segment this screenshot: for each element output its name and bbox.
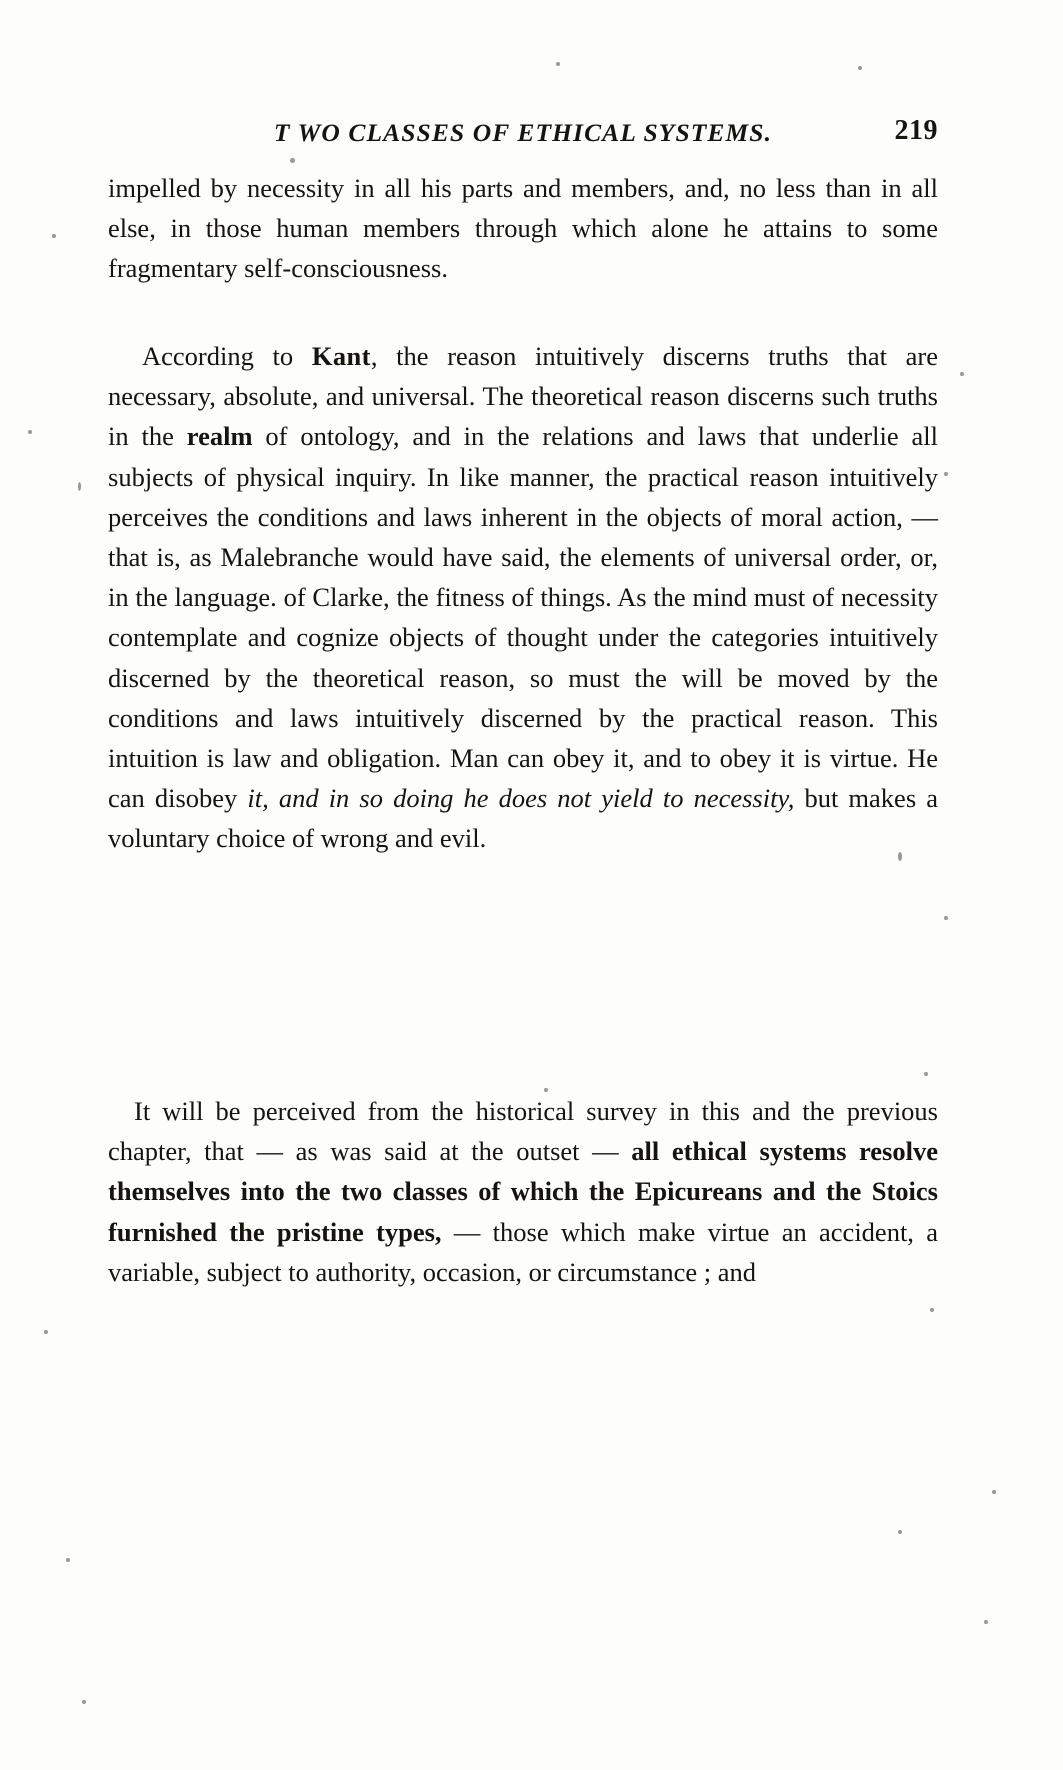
scan-speck <box>898 852 902 861</box>
paragraph-3-part-a: It will be perceived from the historical survey in this and the previous chapter, that — as was said at the outset — <box>108 1096 938 1167</box>
paragraph-block-one <box>108 168 938 289</box>
paragraph-2-part-a: According to <box>142 341 312 371</box>
scan-speck <box>944 472 948 476</box>
scan-speck <box>992 1490 996 1494</box>
paragraph-3 <box>108 1091 938 1292</box>
running-head-title: T WO CLASSES OF ETHICAL SYSTEMS. <box>273 118 773 147</box>
scan-speck <box>858 66 862 70</box>
emphasis-realm: realm <box>186 421 253 452</box>
scan-speck <box>78 482 81 491</box>
paragraph-3-part-b: — those which make virtue an accident, a variable, subject to authority, occasion, or circumstance ; and <box>108 1216 938 1287</box>
scan-speck <box>984 1620 988 1624</box>
scan-speck <box>44 1330 48 1334</box>
page-text-column <box>108 0 938 1770</box>
scan-speck <box>960 372 964 376</box>
scan-speck <box>898 1530 902 1534</box>
scan-speck <box>290 158 295 163</box>
running-head <box>108 115 938 148</box>
proper-name-kant: Kant <box>311 341 371 371</box>
paragraph-2-part-c: of ontology, and in the relations and laws that underlie all subjects of physical inquiry. In like manner, the practical reason intuitively perceives the conditions and laws inherent in the objects of moral action, — that is, as Malebranche would have said, the elements of universal order, or, in the language. of Clarke, the fitness of things. As the mind must of necessity contemplate and cognize objects of thought under the categories intuitively discerned by the theoretical reason, so must the will be moved by the conditions and laws intuitively discerned by the practical reason. This intuition is law and obligation. Man can obey it, and to obey it is virtue. He can disobey <box>108 421 938 814</box>
paragraph-block-two <box>108 336 938 859</box>
scan-speck <box>82 1700 86 1704</box>
paragraph-2-italic-clause: it, and in so doing he does not yield to necessity, <box>247 783 795 814</box>
scan-speck <box>52 234 56 238</box>
scan-speck <box>556 62 560 66</box>
scan-speck <box>66 1558 70 1562</box>
page-number: 219 <box>894 115 938 146</box>
paragraph-1: impelled by necessity in all his parts and members, and, no less than in all else, in those human members through which alone he attains to some fragmentary self-consciousness. <box>108 173 938 284</box>
paragraph-2 <box>108 336 938 859</box>
paragraph-block-three <box>108 1091 938 1292</box>
scan-speck <box>924 1072 928 1076</box>
paragraph-2-part-b: , the reason intuitively discerns truths that are necessary, absolute, and universal. The theoretical reason discerns such truths in the <box>108 341 938 452</box>
scan-speck <box>930 1308 934 1312</box>
paragraph-2-part-d: but makes a voluntary choice of wrong and evil. <box>108 783 938 854</box>
scan-speck <box>544 1088 548 1092</box>
scan-speck <box>944 916 948 920</box>
scan-speck <box>28 430 32 434</box>
paragraph-3-bold-clause: all ethical systems resolve themselves into the two classes of which the Epicureans and the Stoics furnished the pristine types, <box>108 1136 938 1247</box>
